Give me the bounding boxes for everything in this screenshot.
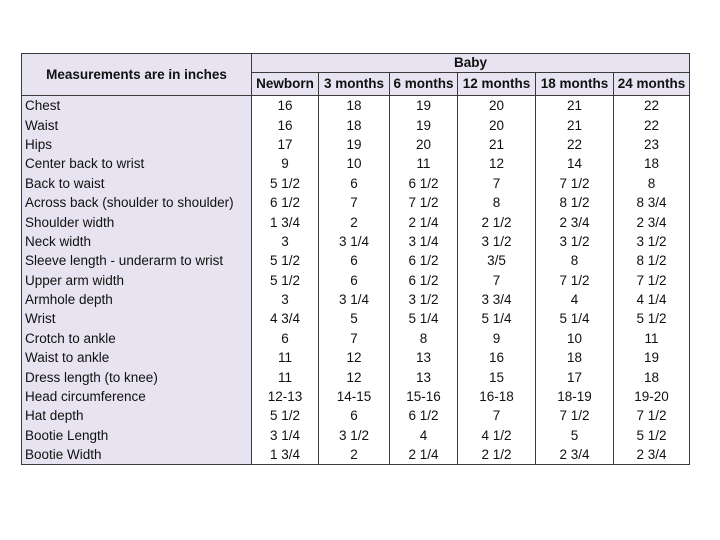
row-label: Wrist — [22, 309, 252, 328]
table-row — [22, 348, 690, 367]
table-row — [22, 387, 690, 406]
table-cell: 10 — [319, 154, 390, 173]
table-cell: 11 — [252, 348, 319, 367]
column-header: 6 months — [390, 73, 458, 96]
table-cell: 4 — [536, 290, 614, 309]
table-cell: 7 1/2 — [390, 193, 458, 212]
column-header: 3 months — [319, 73, 390, 96]
table-cell: 5 — [536, 426, 614, 445]
table-cell: 2 1/4 — [390, 212, 458, 231]
table-cell: 8 — [614, 174, 690, 193]
table-cell: 8 1/2 — [536, 193, 614, 212]
table-cell: 2 3/4 — [536, 212, 614, 231]
table-cell: 19 — [390, 96, 458, 116]
table-cell: 3 1/4 — [252, 426, 319, 445]
table-cell: 7 — [458, 406, 536, 425]
table-cell: 18 — [319, 115, 390, 134]
table-cell: 22 — [614, 115, 690, 134]
row-label: Neck width — [22, 232, 252, 251]
table-cell: 3 1/4 — [319, 232, 390, 251]
table-cell: 3 1/4 — [319, 290, 390, 309]
row-label: Center back to wrist — [22, 154, 252, 173]
table-cell: 17 — [252, 135, 319, 154]
table-row — [22, 212, 690, 231]
table-cell: 2 3/4 — [614, 445, 690, 465]
table-row — [22, 271, 690, 290]
table-cell: 5 1/4 — [536, 309, 614, 328]
table-cell: 2 3/4 — [614, 212, 690, 231]
row-label: Hat depth — [22, 406, 252, 425]
table-cell: 4 — [390, 426, 458, 445]
baby-size-chart — [21, 53, 690, 465]
table-cell: 14 — [536, 154, 614, 173]
table-cell: 20 — [390, 135, 458, 154]
table-cell: 20 — [458, 115, 536, 134]
table-cell: 6 — [252, 329, 319, 348]
table-row — [22, 445, 690, 465]
row-label: Dress length (to knee) — [22, 367, 252, 386]
table-cell: 2 1/2 — [458, 212, 536, 231]
table-cell: 18 — [536, 348, 614, 367]
table-cell: 7 — [319, 329, 390, 348]
table-row — [22, 406, 690, 425]
table-cell: 1 3/4 — [252, 445, 319, 465]
row-label: Hips — [22, 135, 252, 154]
measurement-rows — [22, 96, 690, 465]
table-cell: 16 — [252, 96, 319, 116]
row-label: Upper arm width — [22, 271, 252, 290]
table-cell: 18 — [614, 154, 690, 173]
table-cell: 2 3/4 — [536, 445, 614, 465]
table-cell: 3 1/2 — [390, 290, 458, 309]
row-label: Bootie Length — [22, 426, 252, 445]
table-cell: 19-20 — [614, 387, 690, 406]
row-label: Waist — [22, 115, 252, 134]
table-cell: 20 — [458, 96, 536, 116]
table-row — [22, 329, 690, 348]
table-cell: 4 3/4 — [252, 309, 319, 328]
table-cell: 15 — [458, 367, 536, 386]
table-cell: 12 — [458, 154, 536, 173]
table-cell: 3 3/4 — [458, 290, 536, 309]
table-cell: 11 — [390, 154, 458, 173]
table-cell: 7 — [458, 174, 536, 193]
column-header: Newborn — [252, 73, 319, 96]
table-cell: 3 1/2 — [536, 232, 614, 251]
table-cell: 22 — [536, 135, 614, 154]
table-cell: 5 1/4 — [390, 309, 458, 328]
table-cell: 5 1/2 — [614, 426, 690, 445]
table-row — [22, 135, 690, 154]
table-cell: 17 — [536, 367, 614, 386]
table-cell: 2 1/4 — [390, 445, 458, 465]
row-label: Across back (shoulder to shoulder) — [22, 193, 252, 212]
table-cell: 19 — [319, 135, 390, 154]
table-cell: 8 3/4 — [614, 193, 690, 212]
baby-group-header: Baby — [252, 54, 690, 73]
table-row — [22, 193, 690, 212]
table-cell: 4 1/2 — [458, 426, 536, 445]
table-cell: 2 1/2 — [458, 445, 536, 465]
table-cell: 6 — [319, 271, 390, 290]
table-cell: 5 1/2 — [252, 251, 319, 270]
row-label: Sleeve length - underarm to wrist — [22, 251, 252, 270]
table-cell: 7 1/2 — [614, 271, 690, 290]
table-cell: 7 — [319, 193, 390, 212]
table-cell: 7 1/2 — [536, 406, 614, 425]
table-cell: 4 1/4 — [614, 290, 690, 309]
table-cell: 14-15 — [319, 387, 390, 406]
table-cell: 2 — [319, 445, 390, 465]
table-cell: 18 — [614, 367, 690, 386]
table-cell: 22 — [614, 96, 690, 116]
row-label: Shoulder width — [22, 212, 252, 231]
table-cell: 18 — [319, 96, 390, 116]
table-cell: 5 1/2 — [252, 174, 319, 193]
table-row — [22, 426, 690, 445]
table-cell: 6 — [319, 406, 390, 425]
table-cell: 13 — [390, 367, 458, 386]
table-cell: 5 1/2 — [252, 271, 319, 290]
table-cell: 6 1/2 — [390, 174, 458, 193]
table-cell: 3 1/2 — [458, 232, 536, 251]
table-cell: 3 — [252, 290, 319, 309]
table-cell: 21 — [536, 96, 614, 116]
table-cell: 5 — [319, 309, 390, 328]
table-cell: 6 1/2 — [390, 406, 458, 425]
table-cell: 5 1/4 — [458, 309, 536, 328]
row-label: Armhole depth — [22, 290, 252, 309]
table-cell: 3 1/2 — [614, 232, 690, 251]
table-row — [22, 251, 690, 270]
table-cell: 8 — [458, 193, 536, 212]
table-cell: 12 — [319, 348, 390, 367]
table-cell: 12-13 — [252, 387, 319, 406]
table-cell: 12 — [319, 367, 390, 386]
table-row — [22, 309, 690, 328]
table-cell: 7 1/2 — [536, 174, 614, 193]
table-cell: 5 1/2 — [614, 309, 690, 328]
table-cell: 8 — [536, 251, 614, 270]
row-label: Waist to ankle — [22, 348, 252, 367]
table-cell: 19 — [390, 115, 458, 134]
table-cell: 7 1/2 — [536, 271, 614, 290]
row-label: Bootie Width — [22, 445, 252, 465]
table-cell: 19 — [614, 348, 690, 367]
table-row — [22, 290, 690, 309]
table-cell: 3 1/2 — [319, 426, 390, 445]
table-cell: 7 1/2 — [614, 406, 690, 425]
table-cell: 1 3/4 — [252, 212, 319, 231]
row-label: Head circumference — [22, 387, 252, 406]
table-row — [22, 232, 690, 251]
table-cell: 21 — [458, 135, 536, 154]
table-cell: 18-19 — [536, 387, 614, 406]
table-cell: 3/5 — [458, 251, 536, 270]
table-cell: 16 — [252, 115, 319, 134]
table-cell: 5 1/2 — [252, 406, 319, 425]
table-cell: 15-16 — [390, 387, 458, 406]
column-header: 18 months — [536, 73, 614, 96]
table-cell: 16 — [458, 348, 536, 367]
table-cell: 9 — [252, 154, 319, 173]
row-label: Crotch to ankle — [22, 329, 252, 348]
table-cell: 6 — [319, 251, 390, 270]
table-cell: 10 — [536, 329, 614, 348]
table-cell: 2 — [319, 212, 390, 231]
table-cell: 13 — [390, 348, 458, 367]
table-cell: 21 — [536, 115, 614, 134]
table-cell: 7 — [458, 271, 536, 290]
table-cell: 16-18 — [458, 387, 536, 406]
table-cell: 9 — [458, 329, 536, 348]
table-cell: 6 1/2 — [390, 271, 458, 290]
column-header: 24 months — [614, 73, 690, 96]
row-label: Chest — [22, 96, 252, 116]
table-row — [22, 115, 690, 134]
table-row — [22, 174, 690, 193]
column-header: 12 months — [458, 73, 536, 96]
measurements-header: Measurements are in inches — [22, 54, 252, 96]
table-row — [22, 367, 690, 386]
table-cell: 11 — [252, 367, 319, 386]
table-row — [22, 154, 690, 173]
table-cell: 3 1/4 — [390, 232, 458, 251]
table-cell: 3 — [252, 232, 319, 251]
table-cell: 6 1/2 — [390, 251, 458, 270]
table-cell: 23 — [614, 135, 690, 154]
table-cell: 11 — [614, 329, 690, 348]
table-row — [22, 96, 690, 116]
table-cell: 8 1/2 — [614, 251, 690, 270]
table-cell: 8 — [390, 329, 458, 348]
row-label: Back to waist — [22, 174, 252, 193]
table-cell: 6 1/2 — [252, 193, 319, 212]
table-cell: 6 — [319, 174, 390, 193]
